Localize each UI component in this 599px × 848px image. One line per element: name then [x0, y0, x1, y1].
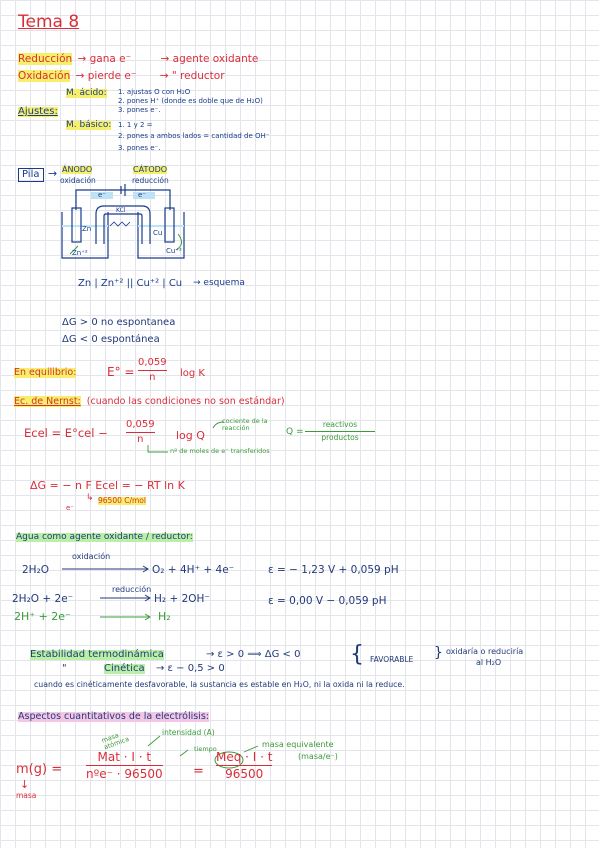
oxida-note-1: oxidaría o reduciría: [446, 647, 524, 656]
agua-acid-rhs: H₂: [158, 610, 171, 623]
acido-label: M. ácido:: [66, 88, 107, 98]
agua-ox-lhs: 2H₂O: [22, 564, 50, 576]
cell-scheme: Zn | Zn⁺² || Cu⁺² | Cu: [78, 278, 183, 289]
masa-atomica-label: masa atómica: [100, 731, 131, 751]
agua-ox-potential: ε = − 1,23 V + 0,059 pH: [268, 564, 399, 576]
oxidacion-definition: → pierde e⁻: [75, 70, 137, 82]
ditto-mark: ": [62, 663, 67, 674]
nernst-note: (cuando las condiciones no son estándar): [86, 396, 285, 407]
oxidacion-term: Oxidación: [18, 70, 71, 82]
electron-symbol: e⁻: [66, 504, 75, 512]
reduccion-term: Reducción: [18, 53, 73, 65]
faraday-constant: 96500 C/mol: [98, 496, 146, 505]
nernst-den: n: [137, 434, 144, 445]
nernst-log: log Q: [176, 429, 205, 442]
cu-ion-label: Cu⁺²: [166, 247, 182, 255]
cociente-note: cociente de la reacción: [222, 417, 268, 433]
agua-acid-lhs: 2H⁺ + 2e⁻: [14, 610, 71, 623]
masa-equivalente-label: masa equivalente: [262, 740, 334, 749]
pila-arrow: →: [48, 167, 58, 180]
gibbs-negative: ΔG < 0 espontánea: [62, 334, 160, 345]
reduccion-definition: → gana e⁻: [77, 53, 132, 65]
oxida-note-2: al H₂O: [476, 658, 502, 667]
acido-step-1: 1. ajustas O con H₂O: [118, 88, 191, 96]
catodo-sub: reducción: [132, 176, 169, 185]
page-title: Tema 8: [18, 12, 80, 32]
nernst-label: Ec. de Nernst:: [14, 396, 81, 407]
basico-label: M. básico:: [66, 120, 112, 130]
mass-down-arrow: ↓: [20, 778, 30, 791]
q-den: productos: [321, 432, 359, 442]
agua-title: Agua como agente oxidante / reductor:: [16, 532, 193, 542]
estabilidad-cinetica-rel: → ε − 0,5 > 0: [156, 663, 225, 674]
mass-fraction-1: [86, 751, 163, 780]
basico-step-1: 1. 1 y 2 =: [118, 121, 153, 129]
estabilidad-termo: Estabilidad termodinámica: [30, 649, 164, 660]
cinetica-note: cuando es cinéticamente desfavorable, la sustancia es estable en H₂O, ni la oxida ni la reduce.: [34, 680, 405, 689]
deltaG-arrow: ↳: [86, 493, 94, 503]
agua-red-lhs: 2H₂O + 2e⁻: [12, 593, 74, 605]
equilibrio-lhs: E° =: [107, 365, 135, 379]
reduccion-label: reducción: [112, 585, 152, 594]
electrolisis-title: Aspectos cuantitativos de la electrólisis:: [18, 711, 209, 722]
estabilidad-cinetica: Cinética: [104, 663, 145, 674]
nernst-num: 0,059: [126, 419, 155, 430]
anodo-label: ÁNODO: [62, 165, 93, 174]
reduccion-agent: → agente oxidante: [160, 53, 259, 65]
favorable-label: FAVORABLE: [370, 655, 414, 664]
anodo-sub: oxidación: [60, 176, 96, 185]
q-equals: Q =: [286, 427, 304, 437]
estabilidad-termo-rel: → ε > 0 ⟹ ΔG < 0: [206, 649, 301, 660]
q-num: reactivos: [322, 420, 358, 429]
electron-right: e⁻: [138, 191, 147, 199]
mass-label: masa: [16, 791, 37, 800]
mass-den-1: nºe⁻ · 96500: [86, 767, 163, 781]
catodo-label: CÁTODO: [133, 165, 168, 174]
agua-ox-rhs: O₂ + 4H⁺ + 4e⁻: [152, 564, 235, 576]
pila-label: Pila: [18, 168, 44, 182]
ajustes-label: Ajustes:: [18, 106, 58, 117]
brace-2: }: [434, 645, 443, 661]
electron-left: e⁻: [98, 191, 107, 199]
mass-equals: =: [193, 764, 204, 779]
basico-step-2: 2. pones a ambos lados = cantidad de OH⁻: [118, 132, 270, 140]
deltaG-equation: ΔG = − n F Ecel = − RT ln K: [30, 479, 185, 492]
zn-ion-label: Zn⁺²: [72, 249, 88, 257]
intensidad-label: intensidad (A): [162, 728, 215, 737]
gibbs-positive: ΔG > 0 no espontanea: [62, 317, 176, 328]
equilibrio-rhs: log K: [180, 368, 205, 379]
cu-electrode-label: Cu: [153, 229, 163, 237]
zn-electrode-label: Zn: [82, 225, 92, 233]
acido-step-3: 3. pones e⁻.: [118, 106, 161, 114]
equilibrio-num: 0,059: [138, 357, 167, 368]
brace: {: [350, 642, 364, 667]
cell-scheme-label: → esquema: [193, 278, 245, 288]
acido-step-2: 2. pones H⁺ (donde es doble que de H₂O): [118, 97, 263, 105]
n-note: nº de moles de e⁻ transferidos: [170, 447, 270, 455]
tiempo-label: tiempo: [194, 745, 217, 753]
salt-bridge-label: KCl: [116, 207, 126, 214]
masa-equivalente-sub: (masa/e⁻): [298, 752, 338, 761]
oxidacion-agent: → " reductor: [159, 70, 225, 82]
mass-num-1: Mat · I · t: [97, 750, 152, 764]
basico-step-3: 3. pones e⁻.: [118, 144, 161, 152]
agua-red-potential: ε = 0,00 V − 0,059 pH: [268, 595, 387, 607]
mass-fraction-2: [216, 751, 272, 780]
oxidacion-label: oxidación: [72, 552, 111, 561]
mass-lhs: m(g) =: [16, 762, 63, 777]
agua-red-rhs: H₂ + 2OH⁻: [154, 593, 210, 605]
equilibrio-den: n: [149, 372, 156, 383]
mass-num-2: Meq · I · t: [216, 750, 273, 764]
equilibrio-label: En equilibrio:: [14, 367, 77, 378]
nernst-lhs: Ecel = E°cel −: [24, 426, 108, 440]
mass-den-2: 96500: [225, 767, 264, 781]
